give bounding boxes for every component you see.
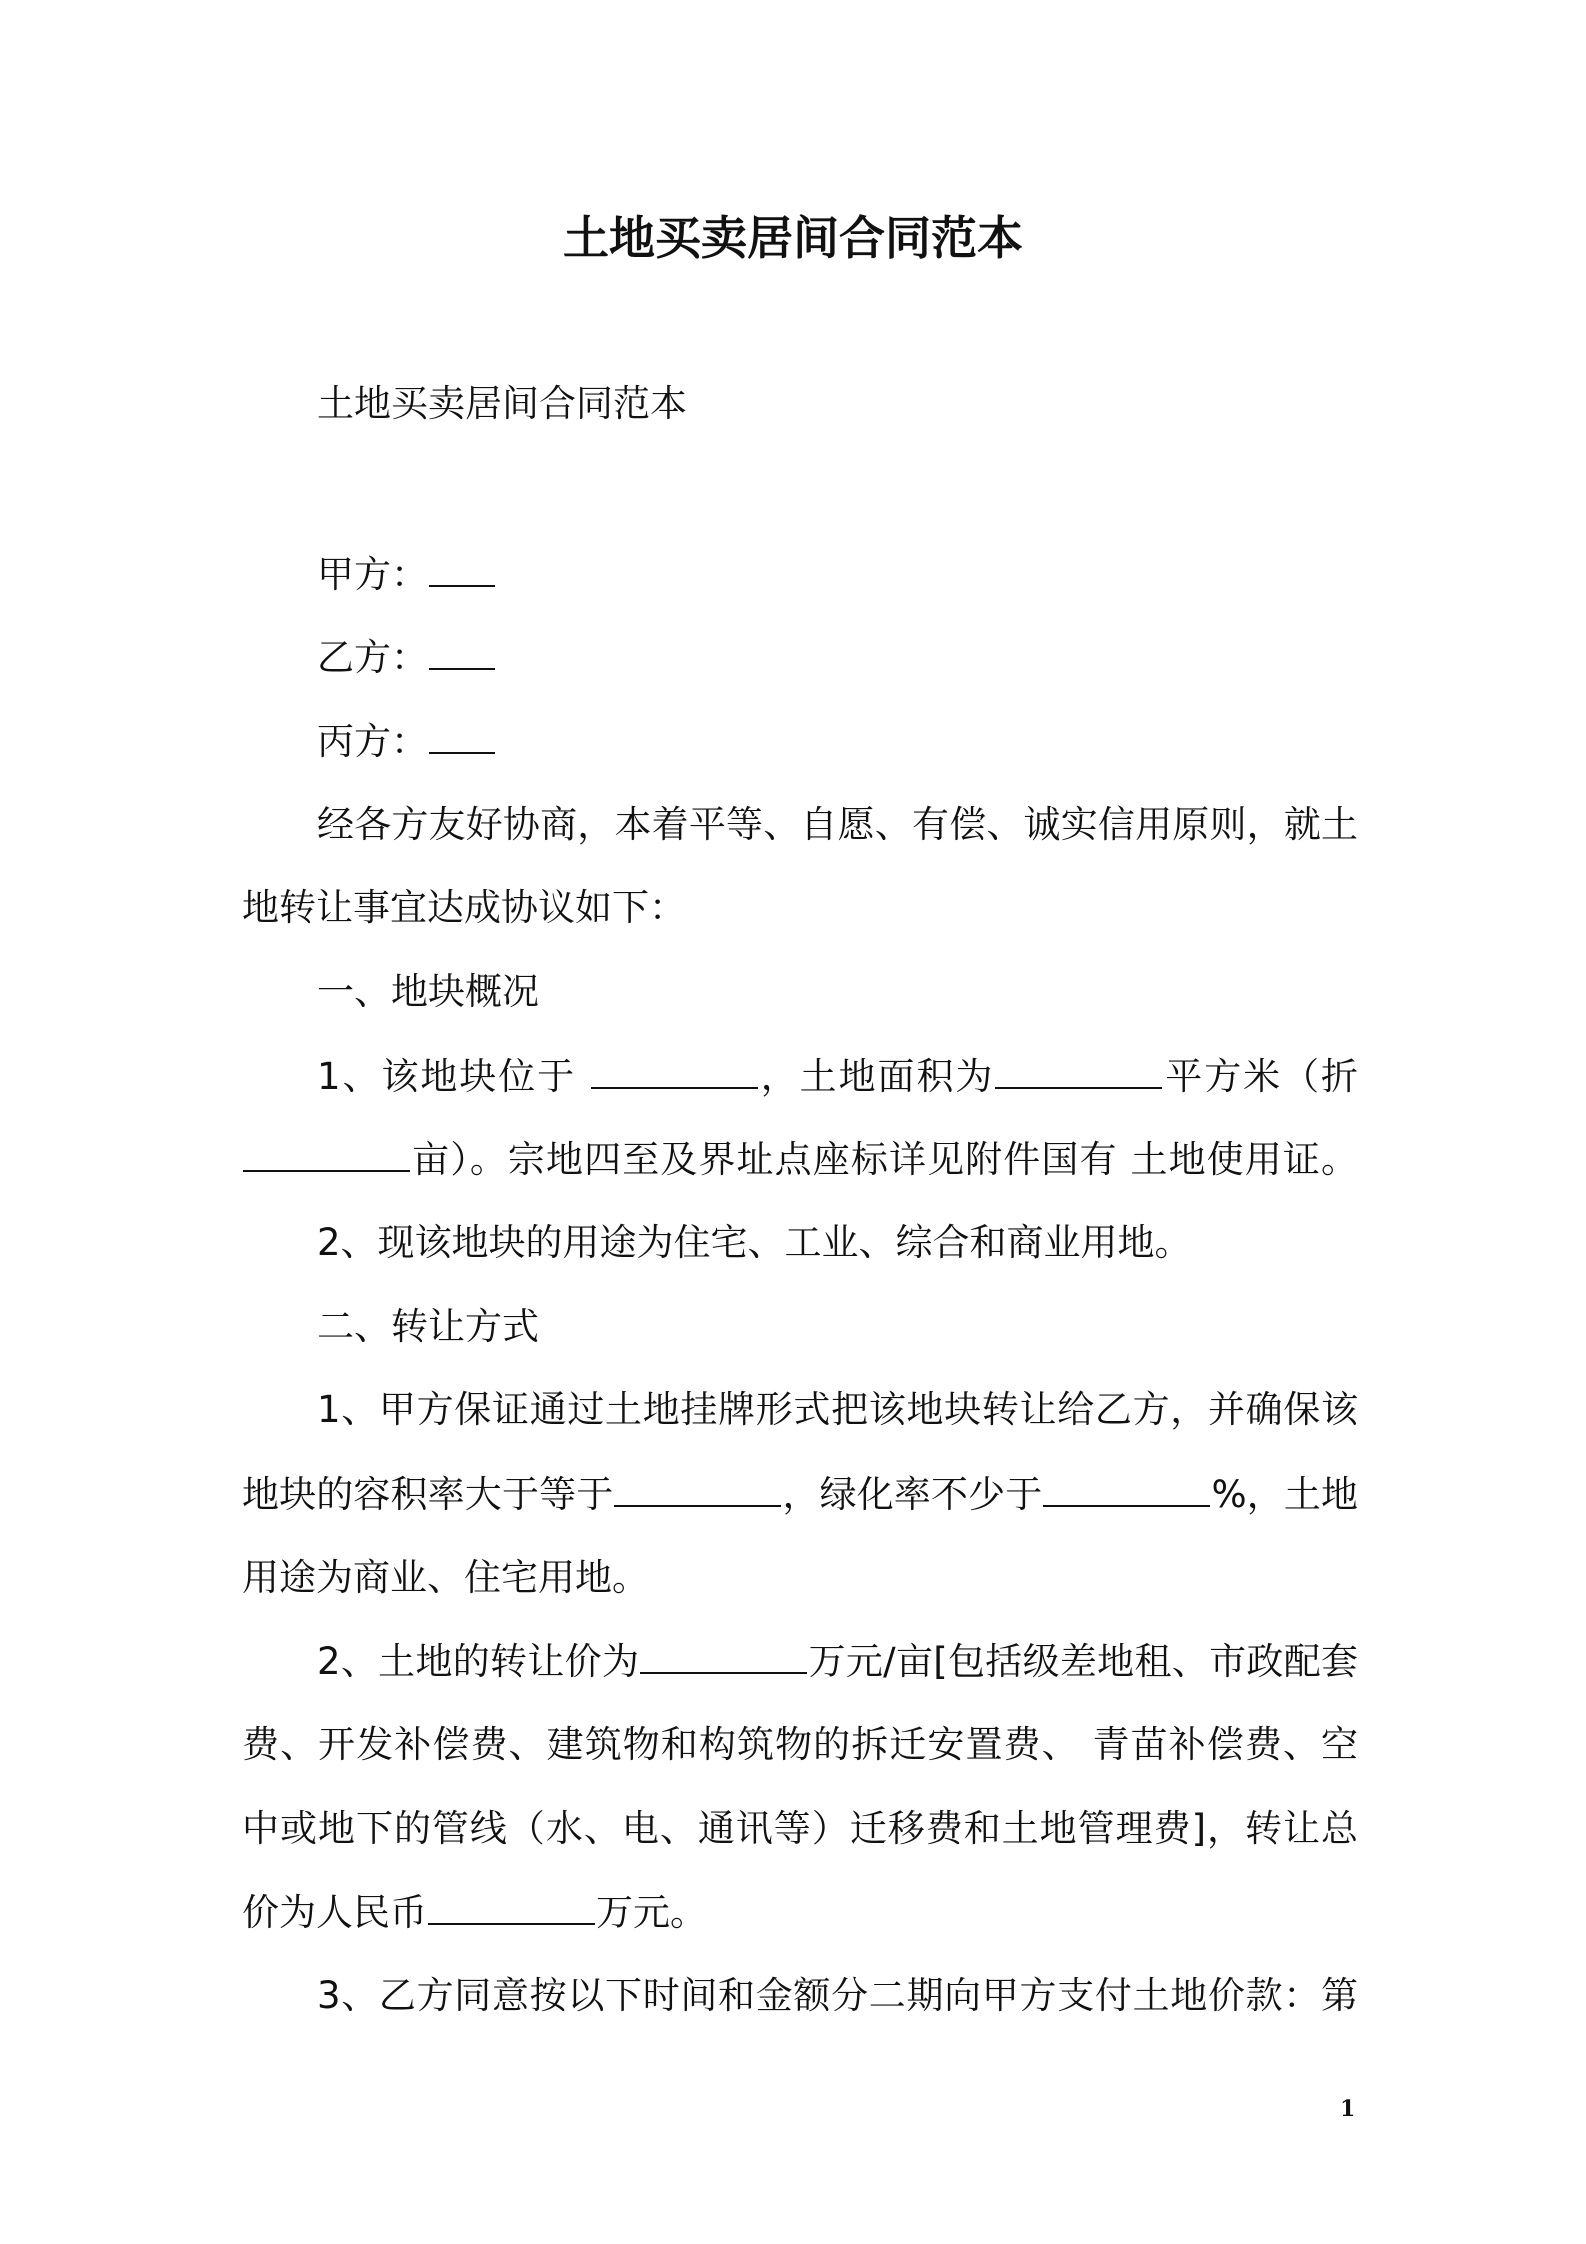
line-text: 地块的容积率大于等于 [242,1473,614,1516]
paragraph-line [317,1385,1358,1435]
paragraph-line [242,1134,1358,1185]
line-text: 平方米（折 [1163,1055,1358,1098]
line-text: 甲方： [317,553,428,596]
line-text: 乙方： [317,636,428,679]
fill-in-blank [640,1636,807,1674]
line-text: %，土地 [1211,1473,1358,1516]
paragraph-line [242,883,1358,933]
paragraph-line [317,379,1358,429]
paragraph-line [242,1469,1358,1520]
line-text: 2、土地的转让价为 [317,1640,640,1683]
document-title: 土地买卖居间合同范本 [563,211,1023,265]
line-text: 二、转让方式 [317,1305,539,1348]
paragraph-line [242,1720,1358,1770]
line-text: 一、地块概况 [317,970,539,1013]
paragraph-line [317,632,1358,683]
line-text: 中或地下的管线（水、电、通讯等）迁移费和土地管理费]，转让总 [242,1807,1358,1850]
line-text: 土地买卖居间合同范本 [317,382,687,425]
paragraph-line [317,1302,1358,1352]
line-text: 价为人民币 [242,1891,427,1934]
fill-in-blank [1043,1469,1210,1507]
page-number: 1 [1340,2096,1356,2122]
line-text: ，土地面积为 [758,1055,995,1098]
line-text: 3、乙方同意按以下时间和金额分二期向甲方支付土地价款：第 [317,1974,1358,2017]
line-text: 地转让事宜达成协议如下： [242,886,686,929]
paragraph-line [317,716,1358,767]
paragraph-line [317,549,1358,600]
fill-in-blank [429,549,495,587]
paragraph-line [317,967,1358,1017]
paragraph-line [317,1636,1358,1687]
line-text: 1、该地块位于 [317,1055,590,1098]
paragraph-line [242,1804,1358,1854]
line-text: 2、现该地块的用途为住宅、工业、综合和商业用地。 [317,1221,1192,1264]
paragraph-line [242,1887,1358,1938]
paragraph-line [317,800,1358,850]
fill-in-blank [243,1134,410,1172]
line-text: 经各方友好协商，本着平等、自愿、有偿、诚实信用原则，就土 [317,803,1358,846]
line-text: 万元/亩[包括级差地租、市政配套 [808,1640,1358,1683]
line-text: 丙方： [317,720,428,763]
paragraph-line [317,1218,1358,1268]
line-text: 费、开发补偿费、建筑物和构筑物的拆迁安置费、 青苗补偿费、空 [242,1723,1358,1766]
line-text: ，绿化率不少于 [782,1473,1043,1516]
fill-in-blank [995,1051,1162,1089]
paragraph-line [242,1553,1358,1603]
line-text: 万元。 [596,1891,707,1934]
paragraph-line [317,1051,1358,1102]
fill-in-blank [428,1887,595,1925]
paragraph-line [317,1971,1358,2021]
line-text: 1、甲方保证通过土地挂牌形式把该地块转让给乙方，并确保该 [317,1388,1358,1431]
fill-in-blank [429,632,495,670]
fill-in-blank [429,716,495,754]
fill-in-blank [614,1469,781,1507]
line-text: 亩）。宗地四至及界址点座标详见附件国有 土地使用证。 [411,1138,1358,1181]
line-text: 用途为商业、住宅用地。 [242,1556,649,1599]
fill-in-blank [591,1051,758,1089]
